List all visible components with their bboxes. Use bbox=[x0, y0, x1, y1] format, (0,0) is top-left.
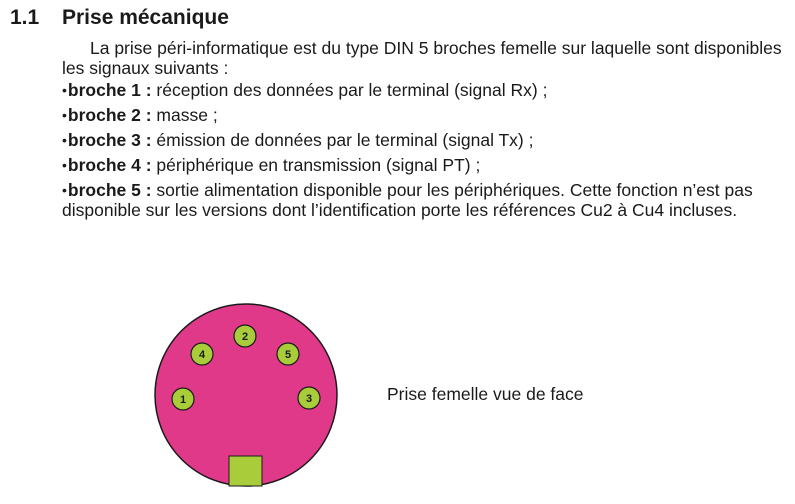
pin-label: broche 1 : bbox=[67, 80, 152, 100]
pin-1-number: 1 bbox=[179, 394, 187, 406]
bullet-icon: • bbox=[62, 182, 67, 198]
pin-1 bbox=[172, 388, 194, 410]
pin-2 bbox=[234, 325, 256, 347]
pin-3-number: 3 bbox=[305, 393, 313, 405]
pin-4 bbox=[191, 343, 213, 365]
pin-label: broche 3 : bbox=[67, 130, 152, 150]
bullet-icon: • bbox=[62, 132, 67, 148]
diagram-caption: Prise femelle vue de face bbox=[387, 384, 584, 404]
pin-label: broche 5 : bbox=[67, 180, 152, 200]
pin-description: masse ; bbox=[151, 105, 218, 125]
pin-description: périphérique en transmission (signal PT) ; bbox=[151, 155, 481, 175]
socket-key bbox=[229, 456, 262, 486]
pin-label: broche 2 : bbox=[67, 105, 152, 125]
pin-description: sortie alimentation disponible pour les périphériques. Cette fonction n’est pas disponible sur les versions dont l’identification porte les références Cu2 à Cu4 incluses. bbox=[62, 180, 753, 220]
section-title: Prise mécanique bbox=[62, 6, 229, 29]
pin-label: broche 4 : bbox=[67, 155, 152, 175]
bullet-icon: • bbox=[62, 107, 67, 123]
pin-2-number: 2 bbox=[241, 331, 249, 343]
pin-description: réception des données par le terminal (signal Rx) ; bbox=[151, 80, 548, 100]
pin-3 bbox=[298, 387, 320, 409]
bullet-icon: • bbox=[62, 82, 67, 98]
pin-5 bbox=[277, 343, 299, 365]
pin-4-number: 4 bbox=[198, 349, 206, 361]
bullet-icon: • bbox=[62, 157, 67, 173]
pin-description: émission de données par le terminal (signal Tx) ; bbox=[151, 130, 534, 150]
pin-5-number: 5 bbox=[284, 349, 292, 361]
section-number: 1.1 bbox=[10, 6, 40, 29]
intro-text: La prise péri-informatique est du type DIN 5 broches femelle sur laquelle sont disponibles les signaux suivants : bbox=[62, 38, 782, 78]
